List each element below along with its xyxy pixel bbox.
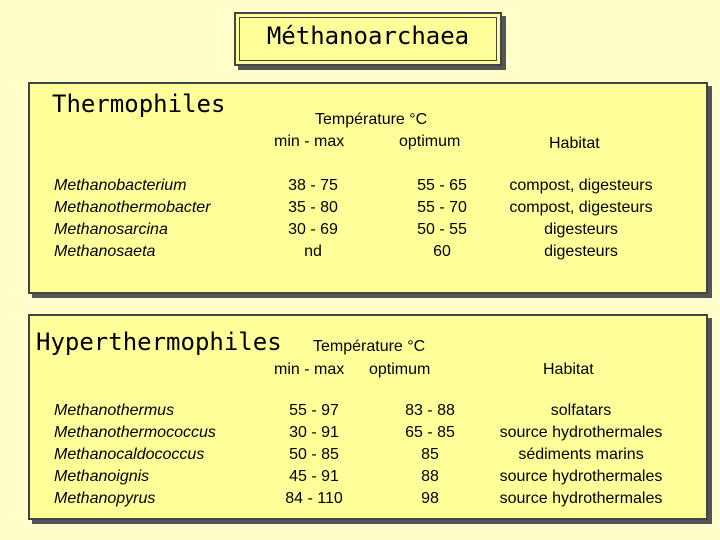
temperature-optimum: 50 - 55	[417, 221, 467, 238]
organism-name: Methanosaeta	[54, 243, 156, 260]
temperature-range: nd	[304, 243, 322, 260]
temperature-optimum: 55 - 70	[417, 199, 467, 216]
min-max-header: min - max	[274, 133, 345, 150]
hyperthermophile-habitats	[478, 400, 684, 510]
organism-name: Methanothermobacter	[54, 199, 211, 216]
temperature-optimum: 85	[421, 446, 439, 463]
hyperthermophiles-heading: Hyperthermophiles	[36, 328, 282, 356]
hyperthermophile-ranges	[264, 400, 364, 510]
min-max-header: min - max	[274, 361, 345, 378]
temperature-header: Température °C	[315, 111, 428, 128]
hyperthermophiles-panel	[28, 314, 708, 520]
thermophiles-panel	[28, 82, 708, 294]
page-title: Méthanoarchaea	[266, 22, 470, 50]
thermophile-names	[54, 175, 211, 263]
habitat-value: compost, digesteurs	[509, 177, 653, 194]
temperature-optimum: 55 - 65	[417, 177, 467, 194]
temperature-optimum: 65 - 85	[405, 424, 455, 441]
thermophile-optimums	[392, 175, 492, 263]
optimum-header: optimum	[369, 361, 431, 378]
organism-name: Methanobacterium	[54, 177, 187, 194]
organism-name: Methanothermus	[54, 402, 175, 419]
temperature-optimum: 60	[433, 243, 451, 260]
temperature-range: 55 - 97	[289, 402, 339, 419]
hyperthermophile-optimums	[382, 400, 478, 510]
temperature-optimum: 98	[421, 490, 439, 507]
temperature-optimum: 88	[421, 468, 439, 485]
habitat-value: digesteurs	[544, 243, 618, 260]
habitat-header: Habitat	[549, 135, 600, 152]
habitat-value: digesteurs	[544, 221, 618, 238]
temperature-range: 35 - 80	[288, 199, 338, 216]
temperature-range: 50 - 85	[289, 446, 339, 463]
organism-name: Methanocaldococcus	[54, 446, 205, 463]
organism-name: Methanoignis	[54, 468, 150, 485]
organism-name: Methanopyrus	[54, 490, 156, 507]
habitat-value: source hydrothermales	[499, 490, 663, 507]
habitat-header: Habitat	[543, 361, 594, 378]
thermophile-habitats	[488, 175, 674, 263]
habitat-value: solfatars	[550, 402, 612, 419]
habitat-value: source hydrothermales	[499, 468, 663, 485]
temperature-header: Température °C	[313, 338, 426, 355]
habitat-value: compost, digesteurs	[509, 199, 653, 216]
temperature-range: 38 - 75	[288, 177, 338, 194]
habitat-value: source hydrothermales	[499, 424, 663, 441]
temperature-range: 30 - 69	[288, 221, 338, 238]
habitat-value: sédiments marins	[518, 446, 644, 463]
organism-name: Methanosarcina	[54, 221, 168, 238]
temperature-range: 30 - 91	[289, 424, 339, 441]
temperature-range: 84 - 110	[285, 490, 343, 507]
temperature-optimum: 83 - 88	[405, 402, 455, 419]
thermophiles-heading: Thermophiles	[52, 90, 226, 118]
hyperthermophile-names	[54, 400, 216, 510]
thermophile-ranges	[268, 175, 358, 263]
temperature-range: 45 - 91	[289, 468, 339, 485]
optimum-header: optimum	[399, 133, 461, 150]
title-box	[234, 12, 502, 66]
organism-name: Methanothermococcus	[54, 424, 216, 441]
